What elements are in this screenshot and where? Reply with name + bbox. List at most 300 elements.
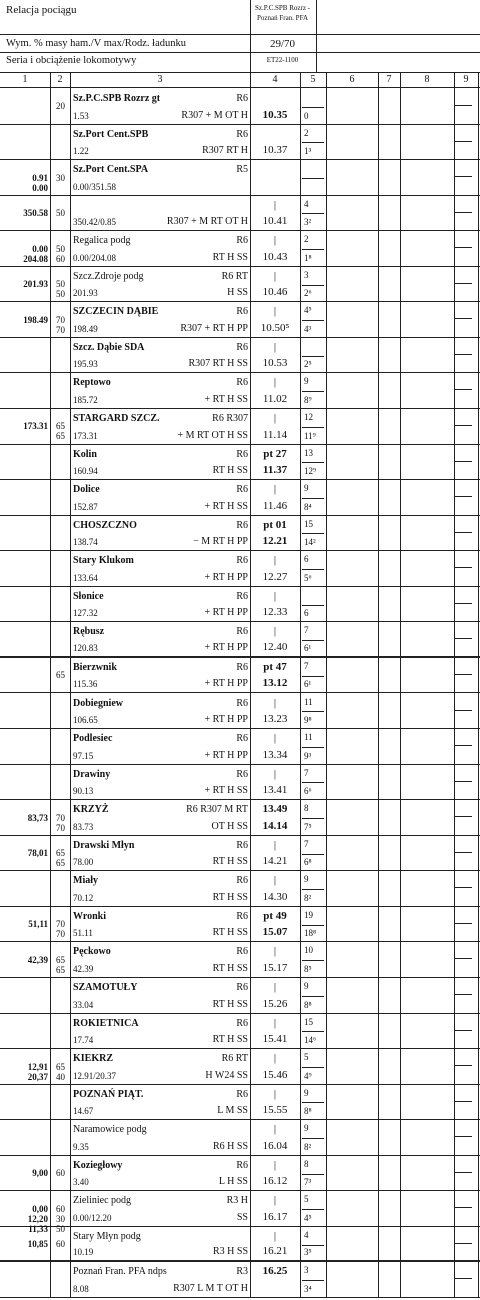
column-9-mark: [454, 354, 472, 355]
speed-limit: 20: [56, 101, 65, 112]
run-time-bottom: 1⁸: [304, 252, 312, 263]
timetable-row: [0, 836, 480, 872]
header-divider-1: [0, 34, 480, 35]
run-time-top: 4: [304, 1229, 309, 1240]
run-time-bottom: 6¹: [304, 642, 312, 653]
run-time-top: 7: [304, 660, 309, 671]
run-time-bottom: 2⁵: [304, 359, 312, 370]
station-code-2: SS: [236, 1211, 248, 1223]
run-time-top: 12: [304, 412, 313, 423]
run-time-top: 5: [304, 1194, 309, 1205]
station-code: R6: [236, 448, 248, 460]
column-9-mark: [454, 212, 472, 213]
time-value: 10.43: [262, 250, 288, 263]
station-code-2: H W24 SS: [205, 1069, 248, 1081]
cell-divider: [302, 1280, 324, 1281]
run-time-bottom: 8⁸: [304, 1106, 312, 1117]
station-name: Drawski Młyn: [73, 839, 135, 851]
station-code: R6: [236, 875, 248, 887]
station-name: Bierzwnik: [73, 661, 117, 673]
cell-divider: [302, 320, 324, 321]
time-top: 16.25: [262, 1265, 288, 1278]
run-time-bottom: 6: [304, 608, 309, 619]
header-vline-2: [316, 0, 317, 72]
station-code: R6 R307: [212, 413, 248, 425]
run-time-top: 6: [304, 554, 309, 565]
speed-limit: 30: [56, 172, 65, 183]
run-time-bottom: 9⁸: [304, 715, 312, 726]
station-code: R6: [236, 128, 248, 140]
station-km: 10.19: [73, 1247, 94, 1258]
time-value: 15.46: [262, 1068, 288, 1081]
station-code-2: R6 H SS: [212, 1140, 248, 1152]
timetable-row: [0, 338, 480, 374]
time-top: |: [273, 234, 277, 247]
station-code-2: + RT H SS: [204, 500, 248, 512]
cell-divider: [302, 462, 324, 463]
timetable-row: [0, 1156, 480, 1192]
station-km: 152.87: [73, 501, 98, 512]
station-code: R6: [236, 733, 248, 745]
station-name: Regalica podg: [73, 235, 131, 247]
station-name: Dolice: [73, 484, 100, 496]
station-name: Rębusz: [73, 626, 105, 638]
speed-limit: 65 65: [56, 848, 65, 869]
km-position: 0.91 0.00: [32, 172, 48, 193]
time-top: |: [273, 625, 277, 638]
run-time-bottom: 5⁶: [304, 572, 312, 583]
column-9-mark: [454, 923, 472, 924]
station-name: Pęckowo: [73, 946, 111, 958]
timetable-row: [0, 1014, 480, 1050]
relacja-label: Relacja pociągu: [6, 4, 77, 16]
station-code-2: R307 + RT H PP: [180, 322, 248, 334]
station-name: ROKIETNICA: [73, 1017, 139, 1029]
station-name: Stary Klukom: [73, 555, 134, 567]
station-name: Stary Młyn podg: [73, 1230, 141, 1242]
run-time-top: 4⁵: [304, 305, 312, 316]
timetable-row: [0, 1049, 480, 1085]
timetable-row: [0, 551, 480, 587]
cell-divider: [302, 107, 324, 108]
station-name: Reptowo: [73, 377, 111, 389]
timetable-row: [0, 480, 480, 516]
run-time-bottom: 3⁵: [304, 1247, 312, 1258]
station-code-2: RT H SS: [212, 856, 248, 868]
timetable-row: [0, 516, 480, 552]
station-code: R6: [236, 839, 248, 851]
station-code-2: RT H SS: [212, 962, 248, 974]
cell-divider: [302, 1067, 324, 1068]
time-top: |: [273, 376, 277, 389]
column-9-mark: [454, 781, 472, 782]
run-time-top: 8: [304, 803, 309, 814]
time-top: |: [273, 269, 277, 282]
cell-divider: [302, 1245, 324, 1246]
station-km: 160.94: [73, 466, 98, 477]
time-top: |: [273, 838, 277, 851]
timetable-row: [0, 658, 480, 694]
station-km: 198.49: [73, 323, 98, 334]
cell-divider: [302, 1031, 324, 1032]
station-code-2: + RT H PP: [204, 714, 248, 726]
station-km: 83.73: [73, 821, 94, 832]
column-9-mark: [454, 1065, 472, 1066]
km-position: 10,85: [27, 1239, 48, 1250]
cell-divider: [302, 605, 324, 606]
speed-limit: 70 70: [56, 314, 65, 335]
time-top: |: [273, 945, 277, 958]
run-time-bottom: 8²: [304, 892, 312, 903]
station-km: 9.35: [73, 1141, 89, 1152]
column-9-mark: [454, 710, 472, 711]
station-code-2: R307 + M RT OT H: [166, 216, 248, 228]
run-time-bottom: 7³: [304, 1177, 312, 1188]
column-header-row: [0, 72, 480, 88]
station-code: R6: [236, 981, 248, 993]
station-code: R6 RT: [221, 1053, 248, 1065]
run-time-top: 15: [304, 1016, 313, 1027]
run-time-top: 2: [304, 127, 309, 138]
station-km: 201.93: [73, 288, 98, 299]
time-top: |: [273, 1229, 277, 1242]
cell-divider: [302, 285, 324, 286]
seria-value: ET22-1100: [266, 56, 299, 64]
km-position: 83,73: [27, 812, 48, 823]
run-time-bottom: 2⁶: [304, 288, 312, 299]
time-top: pt 47: [263, 660, 287, 673]
station-name: Szcz.Zdroje podg: [73, 270, 144, 282]
column-9-mark: [454, 1278, 472, 1279]
station-name: KIEKRZ: [73, 1053, 114, 1065]
timetable-row: [0, 160, 480, 196]
column-9-mark: [454, 461, 472, 462]
column-9-mark: [454, 994, 472, 995]
timetable-row: [0, 1085, 480, 1121]
run-time-top: 15: [304, 518, 313, 529]
column-header-5: 5: [310, 74, 316, 85]
run-time-top: 5: [304, 1052, 309, 1063]
time-value: 12.27: [262, 570, 288, 583]
time-value: 15.17: [262, 961, 288, 974]
column-9-mark: [454, 638, 472, 639]
column-9-mark: [454, 887, 472, 888]
km-position: 0,00 12,20 11,33: [27, 1203, 48, 1234]
time-value: 12.33: [262, 606, 288, 619]
column-9-mark: [454, 567, 472, 568]
timetable-row: [0, 587, 480, 623]
cell-divider: [302, 996, 324, 997]
station-code-2: + RT H PP: [204, 749, 248, 761]
time-value: 15.26: [262, 997, 288, 1010]
run-time-bottom: 4⁹: [304, 1070, 312, 1081]
time-value: 10.35: [262, 108, 288, 121]
station-km: 70.12: [73, 892, 94, 903]
column-9-mark: [454, 496, 472, 497]
station-name: Poznań Fran. PFA ndps: [73, 1266, 167, 1278]
station-code-2: OT H SS: [211, 820, 248, 832]
timetable-row: [0, 267, 480, 303]
time-value: 15.55: [262, 1104, 288, 1117]
station-name: Sz.Port Cent.SPB: [73, 128, 149, 140]
station-code: R6: [236, 519, 248, 531]
speed-limit: 50 50: [56, 279, 65, 300]
station-code: R6: [236, 1017, 248, 1029]
run-time-top: 10: [304, 945, 313, 956]
timetable-row: [0, 89, 480, 125]
time-value: 11.37: [262, 464, 288, 477]
run-time-bottom: 8⁴: [304, 501, 312, 512]
station-code-2: R3 H SS: [212, 1246, 248, 1258]
column-9-mark: [454, 318, 472, 319]
station-km: 12.91/20.37: [73, 1070, 117, 1081]
run-time-top: 11: [304, 732, 313, 743]
station-code-2: RT H SS: [212, 891, 248, 903]
run-time-top: 7: [304, 838, 309, 849]
station-name: Zieliniec podg: [73, 1195, 132, 1207]
station-name: SZCZECIN DĄBIE: [73, 306, 159, 318]
column-header-3: 3: [157, 74, 163, 85]
station-km: 1.22: [73, 146, 89, 157]
time-top: pt 01: [263, 518, 287, 531]
column-9-mark: [454, 603, 472, 604]
run-time-bottom: 6¹: [304, 679, 312, 690]
station-name: Koziegłowy: [73, 1159, 123, 1171]
column-9-mark: [454, 389, 472, 390]
time-top: |: [273, 1016, 277, 1029]
column-9-mark: [454, 745, 472, 746]
time-top: |: [273, 589, 277, 602]
station-km: 1.53: [73, 110, 89, 121]
timetable-row: [0, 125, 480, 161]
column-9-mark: [454, 1101, 472, 1102]
column-9-mark: [454, 176, 472, 177]
cell-divider: [302, 142, 324, 143]
column-header-7: 7: [386, 74, 392, 85]
run-time-bottom: 14⁶: [304, 1035, 317, 1046]
timetable-row: [0, 694, 480, 730]
cell-divider: [302, 960, 324, 961]
run-time-top: 9: [304, 874, 309, 885]
timetable-row: [0, 765, 480, 801]
station-code: R6: [236, 697, 248, 709]
station-code-2: R307 L M T OT H: [173, 1282, 248, 1294]
station-code-2: R307 RT H: [202, 145, 248, 157]
time-value: 10.37: [262, 144, 288, 157]
station-code: R3 H: [226, 1195, 248, 1207]
cell-divider: [302, 676, 324, 677]
run-time-bottom: 0: [304, 110, 309, 121]
column-header-2: 2: [57, 74, 63, 85]
time-value: 16.21: [262, 1245, 288, 1258]
station-code-2: RT H SS: [212, 251, 248, 263]
column-9-mark: [454, 105, 472, 106]
station-code: R6: [236, 626, 248, 638]
time-value: 11.46: [262, 499, 288, 512]
time-value: 10.53: [262, 357, 288, 370]
speed-limit: 60: [56, 1239, 65, 1250]
timetable-row: [0, 942, 480, 978]
speed-limit: 70 70: [56, 812, 65, 833]
cell-divider: [302, 889, 324, 890]
column-9-mark: [454, 247, 472, 248]
timetable-row: [0, 445, 480, 481]
column-9-mark: [454, 1030, 472, 1031]
run-time-bottom: 14²: [304, 537, 316, 548]
station-km: 0.00/204.08: [73, 252, 117, 263]
time-top: pt 49: [263, 909, 287, 922]
station-name: Sz.Port Cent.SPA: [73, 164, 149, 176]
km-position: 198.49: [23, 314, 48, 325]
run-time-top: 9: [304, 1087, 309, 1098]
speed-limit: 60: [56, 1168, 65, 1179]
station-km: 115.36: [73, 679, 98, 690]
station-code-2: RT H SS: [212, 1034, 248, 1046]
timetable-row: [0, 729, 480, 765]
station-code-2: + RT H SS: [204, 785, 248, 797]
run-time-bottom: 4⁵: [304, 1212, 312, 1223]
cell-divider: [302, 533, 324, 534]
cell-divider: [302, 213, 324, 214]
station-name: Wronki: [73, 910, 106, 922]
time-top: |: [273, 980, 277, 993]
station-km: 350.42/0.85: [73, 217, 117, 228]
timetable-row: [0, 196, 480, 232]
station-code-2: RT H SS: [212, 998, 248, 1010]
time-top: |: [273, 554, 277, 567]
station-code: R3: [236, 1266, 248, 1278]
masa-label: Wym. % masy ham./V max/Rodz. ładunku: [6, 38, 186, 49]
station-name: STARGARD SZCZ.: [73, 413, 160, 425]
time-top: |: [273, 1087, 277, 1100]
run-time-bottom: 1³: [304, 146, 312, 157]
timetable-row: [0, 302, 480, 338]
run-time-bottom: 7⁵: [304, 821, 312, 832]
seria-label: Seria i obciążenie lokomotywy: [6, 55, 137, 66]
time-value: 13.23: [262, 713, 288, 726]
column-9-mark: [454, 425, 472, 426]
time-value: 11.02: [262, 393, 288, 406]
timetable-row: [0, 622, 480, 658]
station-name: KRZYŻ: [73, 804, 109, 816]
timetable-row: [0, 409, 480, 445]
cell-divider: [302, 818, 324, 819]
cell-divider: [302, 569, 324, 570]
station-km: 120.83: [73, 642, 98, 653]
time-top: 13.49: [262, 803, 288, 816]
station-name: SZAMOTUŁY: [73, 981, 138, 993]
column-9-mark: [454, 141, 472, 142]
run-time-top: 4: [304, 198, 309, 209]
run-time-top: 13: [304, 447, 313, 458]
speed-limit: 65 65: [56, 421, 65, 442]
station-code: R6: [236, 946, 248, 958]
timetable-row: [0, 800, 480, 836]
time-top: |: [273, 412, 277, 425]
timetable-row: [0, 1120, 480, 1156]
station-code: R6: [236, 306, 248, 318]
station-name: Naramowice podg: [73, 1124, 147, 1136]
station-km: 185.72: [73, 395, 98, 406]
station-code-2: RT H SS: [212, 465, 248, 477]
column-9-mark: [454, 1207, 472, 1208]
time-top: |: [273, 767, 277, 780]
run-time-top: 7: [304, 625, 309, 636]
cell-divider: [302, 498, 324, 499]
speed-limit: 50 60: [56, 243, 65, 264]
km-position: 201.93: [23, 279, 48, 290]
cell-divider: [302, 356, 324, 357]
station-code-2: + RT H SS: [204, 394, 248, 406]
column-header-4: 4: [272, 74, 278, 85]
km-position: 0.00 204.08: [23, 243, 48, 264]
station-code: R6: [236, 555, 248, 567]
time-top: |: [273, 874, 277, 887]
station-km: 90.13: [73, 786, 94, 797]
station-code-2: + RT H PP: [204, 571, 248, 583]
station-km: 14.67: [73, 1106, 94, 1117]
run-time-top: 8: [304, 1158, 309, 1169]
run-time-bottom: 3²: [304, 217, 312, 228]
station-code-2: − M RT H PP: [193, 536, 248, 548]
km-position: 9,00: [32, 1168, 48, 1179]
station-code-2: L H SS: [218, 1176, 248, 1188]
time-top: |: [273, 1158, 277, 1171]
time-value: 12.40: [262, 640, 288, 653]
station-code-2: RT H SS: [212, 927, 248, 939]
station-km: 42.39: [73, 963, 94, 974]
station-code: R6: [236, 910, 248, 922]
column-header-1: 1: [22, 74, 28, 85]
column-header-9: 9: [463, 74, 469, 85]
time-value: 11.14: [262, 428, 288, 441]
station-code: R5: [236, 164, 248, 176]
column-9-mark: [454, 674, 472, 675]
station-km: 0.00/12.20: [73, 1212, 112, 1223]
cell-divider: [302, 391, 324, 392]
time-value: 16.17: [262, 1210, 288, 1223]
speed-limit: 65 40: [56, 1061, 65, 1082]
run-time-bottom: 8⁸: [304, 999, 312, 1010]
station-km: 138.74: [73, 537, 98, 548]
time-value: 13.34: [262, 748, 288, 761]
km-position: 350.58: [23, 208, 48, 219]
station-km: 127.32: [73, 608, 98, 619]
column-9-mark: [454, 852, 472, 853]
speed-limit: 60 30 50: [56, 1203, 65, 1234]
cell-divider: [302, 925, 324, 926]
timetable-row: [0, 1262, 480, 1298]
station-name: Drawiny: [73, 768, 111, 780]
km-position: 51,11: [28, 919, 48, 930]
cell-divider: [302, 249, 324, 250]
time-value: 14.21: [262, 855, 288, 868]
timetable-row: [0, 373, 480, 409]
column-9-mark: [454, 283, 472, 284]
station-code: R6: [236, 1159, 248, 1171]
station-code: R6: [236, 235, 248, 247]
column-9-mark: [454, 1243, 472, 1244]
run-time-top: 7: [304, 767, 309, 778]
time-value: 15.41: [262, 1033, 288, 1046]
cell-divider: [302, 640, 324, 641]
station-km: 97.15: [73, 750, 94, 761]
time-top: |: [273, 1194, 277, 1207]
run-time-top: 9: [304, 980, 309, 991]
station-km: 195.93: [73, 359, 98, 370]
time-top: |: [273, 305, 277, 318]
station-km: 78.00: [73, 857, 94, 868]
